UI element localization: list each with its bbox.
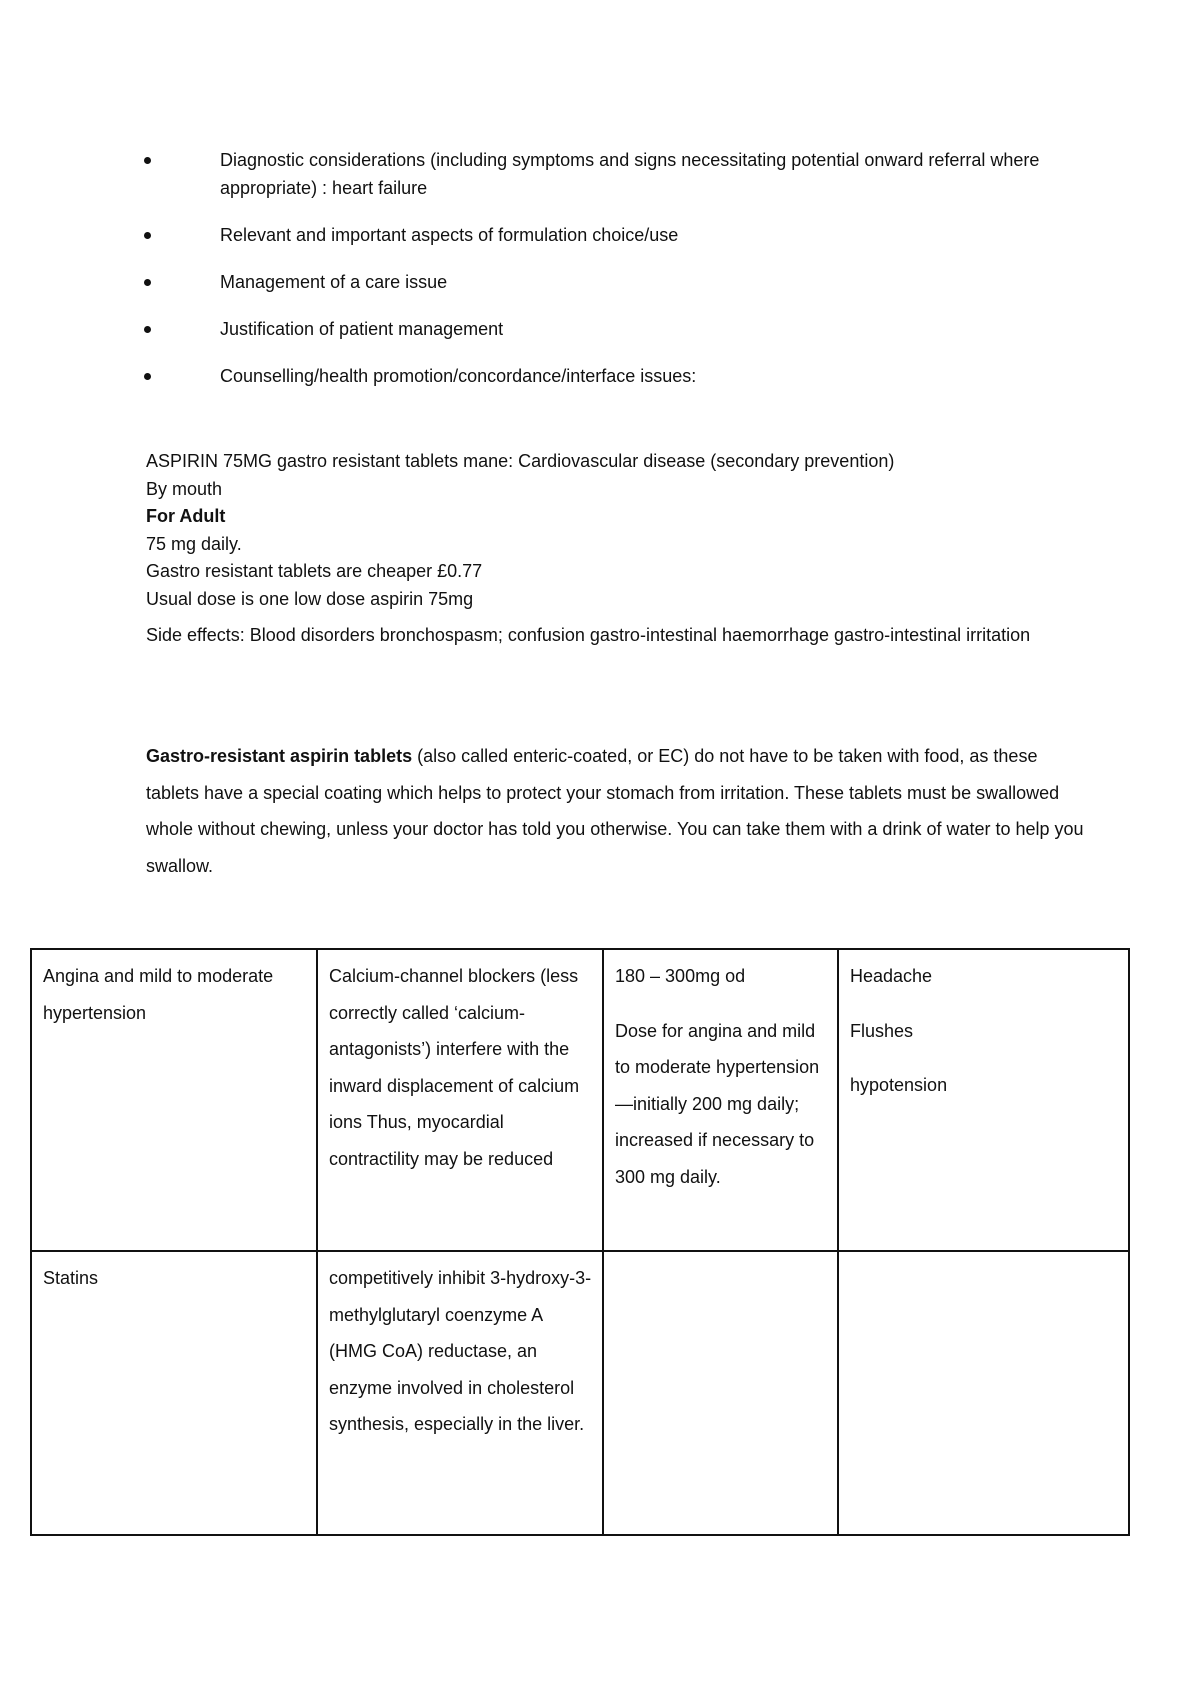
side-effects-text: Side effects: Blood disorders bronchospasm; confusion gastro-intestinal haemorrhage gastro-intestinal irritation: [146, 625, 1031, 645]
table-row: [31, 1251, 1129, 1535]
list-item: [140, 146, 1040, 202]
dose-detail-text: Dose for angina and mild to moderate hypertension—initially 200 mg daily; increased if necessary to 300 mg daily.: [615, 1020, 820, 1187]
mechanism-text: competitively inhibit 3-hydroxy-3-methylglutaryl coenzyme A (HMG CoA) reductase, an enzyme involved in cholesterol synthesis, especially in the liver.: [329, 1268, 592, 1434]
drug-class-text: Statins: [43, 1268, 99, 1288]
bullet-icon: [144, 232, 151, 239]
table-cell: [317, 949, 603, 1251]
side-effect-item: Flushes: [850, 1020, 914, 1041]
mechanism-text: Calcium-channel blockers (less correctly called ‘calcium-antagonists’) interfere with the inward displacement of calcium ions Thus, myocardial contractility may be reduced: [329, 966, 580, 1169]
list-item: [140, 362, 1040, 390]
gastro-resistant-paragraph: [146, 738, 1086, 884]
gastro-resistant-description: (also called enteric-coated, or EC) do not have to be taken with food, as these tablets have a special coating which helps to protect your stomach from irritation. These tablets must be swallowed whole without chewing, unless your doctor has told you otherwise. You can take them with a drink of water to help you swallow.: [146, 746, 1084, 876]
drug-table: [30, 948, 1130, 1536]
table-cell: [317, 1251, 603, 1535]
bullet-icon: [144, 157, 151, 164]
indication-text: Angina and mild to moderate hypertension: [43, 966, 274, 1023]
aspirin-heading: ASPIRIN 75MG gastro resistant tablets mane: Cardiovascular disease (secondary prevention): [146, 451, 895, 471]
bullet-icon: [144, 279, 151, 286]
spacer: [850, 995, 1118, 1013]
list-item: [140, 268, 1040, 296]
list-item: [140, 315, 1040, 343]
aspirin-prescription-section: [146, 448, 1086, 653]
side-effect-item: hypotension: [850, 1075, 948, 1095]
table-row: [31, 949, 1129, 1251]
table-cell: [31, 949, 317, 1251]
bullet-text: Justification of patient management: [220, 319, 504, 339]
gastro-resistant-term: Gastro-resistant aspirin tablets: [146, 746, 413, 766]
spacer: [615, 995, 827, 1013]
table-cell: [603, 1251, 838, 1535]
dose-text: 75 mg daily.: [146, 533, 242, 554]
table-cell: [838, 949, 1129, 1251]
patient-group-label: For Adult: [146, 506, 226, 526]
topic-bullet-list: [140, 146, 1040, 409]
table-cell: [838, 1251, 1129, 1535]
bullet-icon: [144, 373, 151, 380]
bullet-text: Diagnostic considerations (including symptoms and signs necessitating potential onward referral where appropriate) : heart failure: [220, 150, 1040, 198]
table-cell: [31, 1251, 317, 1535]
bullet-icon: [144, 326, 151, 333]
bullet-text: Relevant and important aspects of formulation choice/use: [220, 225, 679, 245]
list-item: [140, 221, 1040, 249]
usual-dose-text: Usual dose is one low dose aspirin 75mg: [146, 588, 474, 609]
dose-range-text: 180 – 300mg od: [615, 966, 746, 986]
bullet-text: Counselling/health promotion/concordance/interface issues:: [220, 366, 697, 386]
bullet-text: Management of a care issue: [220, 272, 448, 292]
cost-text: Gastro resistant tablets are cheaper £0.77: [146, 561, 483, 581]
table-cell: [603, 949, 838, 1251]
side-effect-item: Headache: [850, 966, 933, 986]
route-text: By mouth: [146, 478, 223, 499]
spacer: [850, 1049, 1118, 1067]
